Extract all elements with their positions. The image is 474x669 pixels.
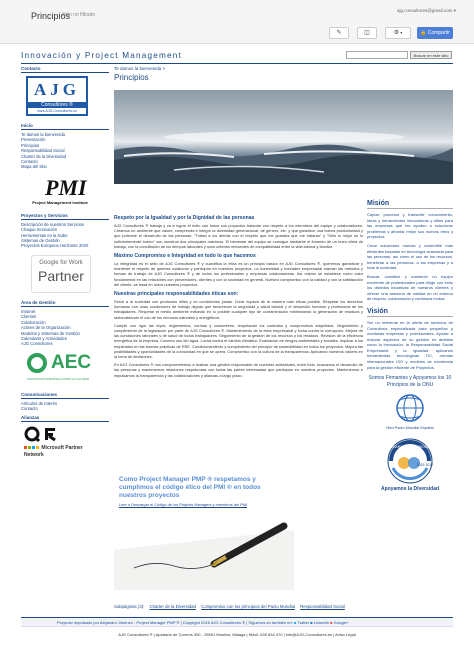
sidebar-head-alianzas: Alianzas	[21, 415, 109, 422]
left-sidebar	[21, 66, 109, 463]
sidebar-item-mapa[interactable]: Mapa del sitio	[21, 164, 47, 170]
footer-address: AJG Consultores ® | Apartado de Correos 300 - 29691 Manilva, Málaga | Móvil: 639 834 470 | info@AJG-Consultores.es | Aviso Legal	[118, 632, 356, 637]
ajg-logo[interactable]	[26, 76, 88, 116]
sidebar-item-presentacion[interactable]: Presentación	[21, 137, 46, 143]
pmi-mark: PMI	[45, 174, 87, 200]
qr-logo[interactable]	[23, 425, 83, 443]
pen-image	[114, 520, 294, 590]
main-header	[114, 66, 363, 82]
subpage-link-charter[interactable]: Charter de la Diversidad	[149, 604, 196, 609]
edit-button[interactable]	[329, 27, 349, 39]
linkedin-icon[interactable]: ■	[310, 620, 313, 625]
footer-band-text: Proyecto impulsado por Alejandro Jiménez - Project Manager PMP ® | Copyright 2016 AJG Consultores ® | Síguenos en también en:	[57, 620, 293, 625]
user-account[interactable]: ajg.consultores@gmail.com ▾	[397, 8, 456, 13]
hero-image	[114, 90, 453, 184]
mision-heading: Misión	[367, 200, 453, 209]
sidebar-item-ajg[interactable]: AJG Consultores	[21, 341, 53, 347]
heading-respeto: Respeto por la Igualdad y por la Dignidad de las personas	[114, 215, 255, 221]
ajg-url: www.AJG-Consultores.es	[37, 109, 77, 113]
sidebar-item-colaboracion[interactable]: Colaboración	[21, 319, 46, 325]
twitter-link[interactable]: Twitter	[297, 620, 310, 625]
sidebar-item-clientes[interactable]: Clientes	[21, 314, 37, 320]
mision-paragraph-3: Buscar, constituir y mantener un equipo excelente de profesionales para dirigir con éxito los distintos iniciativas de nuestros clientes y ofrecer una asesoría de calidad en un entorno de respeto, colaboración y confianza mutua.	[367, 273, 453, 302]
pmi-text: Project Management Institute	[32, 199, 88, 205]
sidebar-head-proyectos: Proyectos y Servicios	[21, 213, 109, 220]
google-partner-logo[interactable]	[31, 255, 91, 293]
globe-icon	[390, 392, 430, 424]
aec-ring-icon	[27, 353, 47, 373]
footer-band	[21, 617, 453, 627]
pmp-code-link[interactable]: Leer o Descargar el Código de los Projects Managers y miembros del PMI	[119, 502, 248, 507]
google-plus-link[interactable]: Google+	[333, 620, 349, 625]
gear-icon: ⚙	[393, 30, 400, 36]
sidebar-head-contacto: Contacto	[21, 66, 109, 73]
paragraph-responsabilidades-2: Cumplir con rigor las leyes, reglamentos, normas y costumbres, respetando los contratos y compromisos adquiridos. Seguimiento y cumplimiento de la legislación por parte de AJG Consultores ®. Mantenimiento de la ética empresarial y lucha contra la corrupción. Mejora de las condiciones laborales y de salud de todos trabajadores. Seguimiento de la gestión de los recursos y los residuos. Revisión de la eficiencia energética de la empresa. Conecto uso del agua. Lucha contra el cambio climático. Evaluación de riesgos ambientales y sociales. Implicar a los empleados en las buenas prácticas de RSE. Condicionamiento y cumplimiento del principio de sostenibilidad en todos los proyectos. Mejora las posibilidades y oportunidades de la comunidad en que se opera. Compromiso con la cultura de la transparencia. Aplicando nuestros valores en la toma de decisiones.	[114, 322, 363, 360]
mision-paragraph-1: Captar, procesar y transmitir conocimiento, ideas y herramientas innovadoras y útiles para las empresas que les ayuden a solucionar problemas y afrontar mejor sus nuevos retos y proyectos.	[367, 212, 453, 240]
twitter-icon[interactable]: ■	[293, 620, 297, 625]
sidebar-item-principios[interactable]: Principios	[21, 142, 40, 148]
app-subtitle: Sitio no filtrado	[62, 12, 96, 18]
share-button[interactable]	[417, 27, 453, 39]
heading-compromiso: Máximo Compromiso e Integridad en todo lo que hacemos	[114, 253, 256, 260]
sidebar-item-modelos[interactable]: Modelos y Sistemas de Gestión	[21, 330, 80, 336]
sidebar-item-actives[interactable]: Actives de la Organización	[21, 325, 71, 331]
ajg-sub: Consultores ®	[28, 102, 86, 108]
chevron-down-icon: ▾	[399, 30, 403, 35]
pencil-icon: ✎	[336, 30, 342, 36]
sea-image-icon	[114, 90, 453, 184]
pmp-title: Como Project Manager PMP ® respetamos y cumplimos el código ético del PMI ® en todos nuestros proyectos	[119, 476, 261, 499]
sidebar-head-inicio: Inicio	[21, 123, 109, 130]
proyectos-links	[21, 222, 109, 249]
pen-signing-icon	[114, 520, 294, 590]
qr-mark-icon	[23, 425, 83, 443]
subpages-label: Subpáginas (3):	[114, 604, 145, 609]
sidebar-item-articulos[interactable]: Artículos de Interés	[21, 400, 58, 406]
sidebar-item-horizonte[interactable]: Proyectos Europeos Horizonte 2020	[21, 243, 89, 249]
diversidad-caption: Apoyamos la Diversidad	[380, 486, 440, 493]
google-line1: Google for Work	[39, 259, 83, 266]
sidebar-head-comunicaciones: Comunicaciones	[21, 392, 109, 399]
ms-partner-logo[interactable]	[24, 445, 90, 463]
diversity-icon	[387, 438, 433, 484]
sidebar-item-calendario[interactable]: Calendario y Actividades	[21, 335, 67, 341]
ms-partner-text: Microsoft Partner Network	[24, 444, 83, 458]
sidebar-item-chaque[interactable]: Chaque Innovación	[21, 227, 58, 233]
lock-icon: 🔒	[420, 30, 427, 36]
ms-square-icon	[24, 446, 27, 449]
page-title: Principios	[114, 73, 149, 82]
inicio-links	[21, 132, 109, 170]
main-content	[114, 211, 363, 378]
paragraph-compromiso: La integridad es el sello de AJG Consultores ® y cuantifica la ética es un principio básico en AJG Consultores ®, queremos garantizar y mantener el respeto de quienes colaboran y participan en nuestros proyectos. La honestidad y honradez empresarial marcan las métodos y formas de trabajo de AJG Consultores ® y de todos los profesionales y empresas colaboradoras. Así mismo se establece como valor fundamental en las relaciones con proveedores, clientes y con la sociedad en general. Nuestro compromiso con la calidad y con la satisfacción del cliente, se basa en todos nuestros proyectos.	[114, 261, 363, 287]
breadcrumb[interactable]: Te damos la bienvenida >	[114, 66, 166, 71]
aec-logo[interactable]	[25, 353, 91, 389]
ms-square-icon	[36, 446, 39, 449]
area-links	[21, 309, 109, 347]
pacto-mundial-caption: Red Pacto Mundial España	[386, 425, 434, 431]
sidebar-item-contacto[interactable]: Contacto	[21, 159, 38, 165]
vision-heading: Visión	[367, 308, 453, 317]
charter-years-text: 2015 2017	[416, 463, 433, 468]
sidebar-item-sistemas[interactable]: Sistemas de Gestión	[21, 238, 60, 244]
app-title: Principios	[31, 11, 71, 21]
paragraph-respeto: AJG Consultores ® trabaja y va a lograr el éxito con todos sus proyectos tratando con respeto a los miembros del equipo y colaboradores. Creamos un ambiente que valore, comprenda e integre la diversidad generacional, de género, etc. y que garantice una buena productividad y que potencie el desarrollo de las personas. "Tratad a los demás con el respeto que me gustaría que me trataran" y "Sélo lo mejor es lo suficientemente bueno" son nuestros dos principales máximos. El bienestar del equipo se consigue mediante el fomento de un buen clima de trabajo, con la conciliación de los tiempos laborales y unos criterios relevantes de compatibilidad entre la vida laboral y familiar.	[114, 223, 363, 249]
firmantes-text: Somos Firmantes y Apoyamos los 10 Principios de la ONU	[368, 375, 452, 388]
sidebar-item-responsabilidad[interactable]: Responsabilidad Social	[21, 148, 65, 154]
mision-paragraph-2: Crear soluciones nuevas y sostenible más eficientes basadas en tecnología avanzada para las personas, así como el uso de los recursos, beneficiar a las personas, a las empresas y a toda la sociedad.	[367, 242, 453, 271]
subpage-link-rse[interactable]: Responsabilidad Social	[300, 604, 345, 609]
sidebar-item-intranet[interactable]: Intranet	[21, 308, 36, 314]
pmi-logo[interactable]	[21, 176, 88, 208]
sidebar-item-bienvenida[interactable]: Te damos la bienvenida	[21, 132, 65, 137]
charter-ring-text: CHARTER DIVERSIDAD	[390, 445, 430, 450]
search-input[interactable]	[346, 51, 408, 59]
pages-icon: ◫	[364, 30, 370, 36]
site-brand: Innovación y Project Management	[21, 51, 182, 60]
google-plus-icon[interactable]: ■	[330, 620, 333, 625]
paragraph-responsabilidades-3: En AJG Consultores ® nos comprometemos a realizar una gestión responsable de nuestras actividades, entre todo, buscamos el desarrollo de las personas y mantenemos relaciones respetuosas con todas las partes interesadas que participan en nuestros proyectos. Mantenemos e impulsamos la transparencia y las colaboraciones y alianzas a largo plazo.	[114, 362, 363, 378]
charter-diversidad-logo[interactable]	[387, 438, 433, 484]
pacto-mundial-logo[interactable]	[390, 392, 430, 424]
sidebar-item-nube[interactable]: Herramientas en la Nube	[21, 232, 68, 238]
pages-button[interactable]	[357, 27, 377, 39]
subpage-link-pacto[interactable]: Compromiso con los principios del Pacto Mundial	[201, 604, 295, 609]
ajg-letters: AJG	[34, 80, 80, 99]
pmp-section	[114, 476, 363, 507]
sidebar-head-area: Área de Gestión	[21, 300, 109, 307]
heading-responsabilidades: Nuestras principales responsabilidades éticas son:	[114, 291, 239, 298]
sidebar-item-charter[interactable]: Charter de la Diversidad	[21, 153, 67, 159]
search-button[interactable]: Buscar en este sitio	[410, 51, 452, 59]
aec-subtitle: ASOCIACIÓN ESPAÑOLA PARA LA CALIDAD	[26, 376, 90, 381]
subpages-bar	[114, 604, 453, 609]
right-sidebar	[367, 200, 453, 492]
share-label: Compartir	[427, 30, 450, 36]
sidebar-item-contacto-2[interactable]: Contacto	[21, 406, 38, 412]
ms-square-icon	[32, 446, 35, 449]
comunicaciones-links	[21, 401, 109, 412]
paragraph-responsabilidades-1: Servir a la sociedad con productos útiles y en condiciones justas. Crear riqueza de la manera más eficaz posible. Respetar los derechos humanos con unas condiciones de trabajo dignas que favorezcan la seguridad y salud laboral y el desarrollo humano y profesional de los trabajadores. Respetar el medio ambiente evitando en lo posible cualquier tipo de contaminación minimizando la generación de residuos y racionalizando el uso de los recursos naturales y energéticos.	[114, 299, 363, 320]
ms-square-icon	[28, 446, 31, 449]
settings-button[interactable]	[385, 27, 411, 39]
app-topbar	[0, 0, 474, 44]
vision-paragraph: Ser un referente en la oferta de servicios de Consultoría especializada para pequeñas y medianas empresas y profesionales. Ayudar a mejorar aspectos de su gestión en ámbitos como la Innovación, la Responsabilidad Social Empresarial y la igualdad, aplicando herramientas tecnológicas TIC, normas internacionales ISO y modelos de excelencia para la gestión eficiente de Proyectos.	[367, 319, 453, 370]
google-line2: Partner	[38, 267, 84, 284]
sidebar-item-servicios[interactable]: Descripción de nuestros Servicios	[21, 221, 85, 227]
linkedin-link[interactable]: LinkedIn	[313, 620, 329, 625]
aec-text: AEC	[51, 351, 92, 373]
